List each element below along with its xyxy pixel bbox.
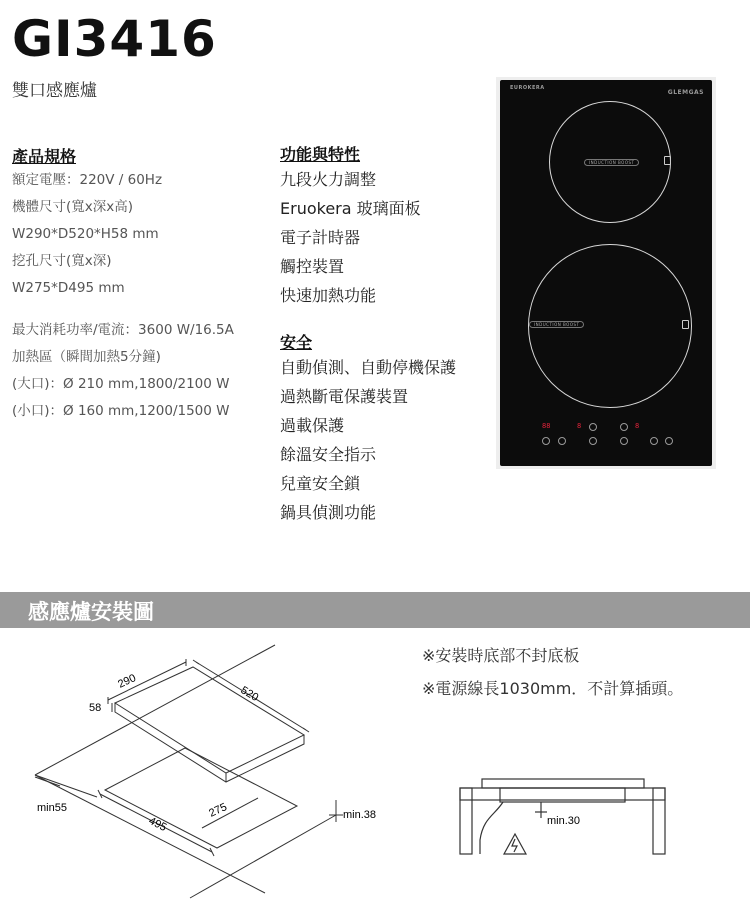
- touch-control[interactable]: [589, 437, 597, 445]
- features-title: 功能與特性: [280, 145, 361, 164]
- safety-item: 鍋具偵測功能: [280, 503, 377, 522]
- touch-control[interactable]: [542, 437, 550, 445]
- dim-depth: 520: [238, 684, 261, 705]
- touch-control[interactable]: [665, 437, 673, 445]
- eurokera-logo: EUROKERA: [510, 85, 545, 91]
- timer-display: 88: [542, 422, 551, 430]
- cross-section-diagram: [455, 770, 670, 870]
- feature-item: Eruokera 玻璃面板: [280, 199, 421, 218]
- feature-item: 電子計時器: [280, 228, 361, 247]
- features-section: [280, 142, 500, 310]
- touch-control[interactable]: [558, 437, 566, 445]
- spec-line: (小口)：Ø 160 mm,1200/1500 W: [12, 403, 230, 419]
- feature-item: 觸控裝置: [280, 257, 345, 276]
- safety-item: 自動偵測、自動停機保護: [280, 358, 457, 377]
- dim-cut-depth: 495: [146, 814, 169, 835]
- safety-item: 餘溫安全指示: [280, 445, 377, 464]
- cooktop-glass-panel: [500, 80, 712, 466]
- feature-item: 快速加熱功能: [280, 286, 377, 305]
- touch-control[interactable]: [620, 437, 628, 445]
- zone-tag: INDUCTION BOOST: [529, 321, 584, 328]
- touch-control[interactable]: [620, 423, 628, 431]
- install-banner-title: 感應爐安裝圖: [28, 600, 154, 624]
- dim-min-side: min55: [37, 802, 67, 814]
- zone-tag: INDUCTION BOOST: [584, 159, 639, 166]
- dim-cut-width: 275: [207, 801, 229, 820]
- dim-min-below: min.38: [343, 809, 377, 821]
- spec-line: W290*D520*H58 mm: [12, 226, 159, 242]
- safety-item: 過載保護: [280, 416, 345, 435]
- large-cooking-zone: [528, 244, 692, 408]
- safety-title: 安全: [280, 333, 313, 352]
- spec-line: W275*D495 mm: [12, 280, 125, 296]
- dim-width: 290: [116, 672, 138, 691]
- spec-line: 加熱區（瞬間加熱5分鐘): [12, 349, 161, 365]
- power-display: 8: [635, 422, 640, 430]
- safety-section: [280, 330, 500, 527]
- touch-control[interactable]: [589, 423, 597, 431]
- glemgas-logo: GLEMGAS: [667, 89, 704, 96]
- product-subtitle: 雙口感應爐: [12, 81, 97, 101]
- feature-item: 九段火力調整: [280, 170, 377, 189]
- safety-item: 過熱斷電保護裝置: [280, 387, 409, 406]
- spec-line: 最大消耗功率/電流：3600 W/16.5A: [12, 322, 234, 338]
- touch-control[interactable]: [650, 437, 658, 445]
- cooktop-image: [496, 77, 716, 469]
- model-title: GI3416: [12, 10, 217, 68]
- boost-icon: [682, 320, 689, 329]
- spec-line: 額定電壓：220V / 60Hz: [12, 172, 163, 188]
- install-banner: [0, 592, 750, 628]
- install-note: ※安裝時底部不封底板: [422, 646, 580, 665]
- install-diagram: [0, 640, 410, 900]
- install-note: ※電源線長1030mm．不計算插頭。: [422, 679, 684, 698]
- power-display: 8: [577, 422, 582, 430]
- spec-line: 機體尺寸(寬x深x高): [12, 199, 134, 215]
- small-cooking-zone: [549, 101, 671, 223]
- dim-min-gap: min.30: [547, 815, 581, 827]
- safety-item: 兒童安全鎖: [280, 474, 361, 493]
- specs-title: 產品規格: [12, 147, 77, 166]
- spec-line: 挖孔尺寸(寬x深): [12, 253, 112, 269]
- boost-icon: [664, 156, 671, 165]
- spec-line: (大口)：Ø 210 mm,1800/2100 W: [12, 376, 230, 392]
- specs-section: [12, 144, 282, 425]
- dim-height: 58: [89, 702, 102, 714]
